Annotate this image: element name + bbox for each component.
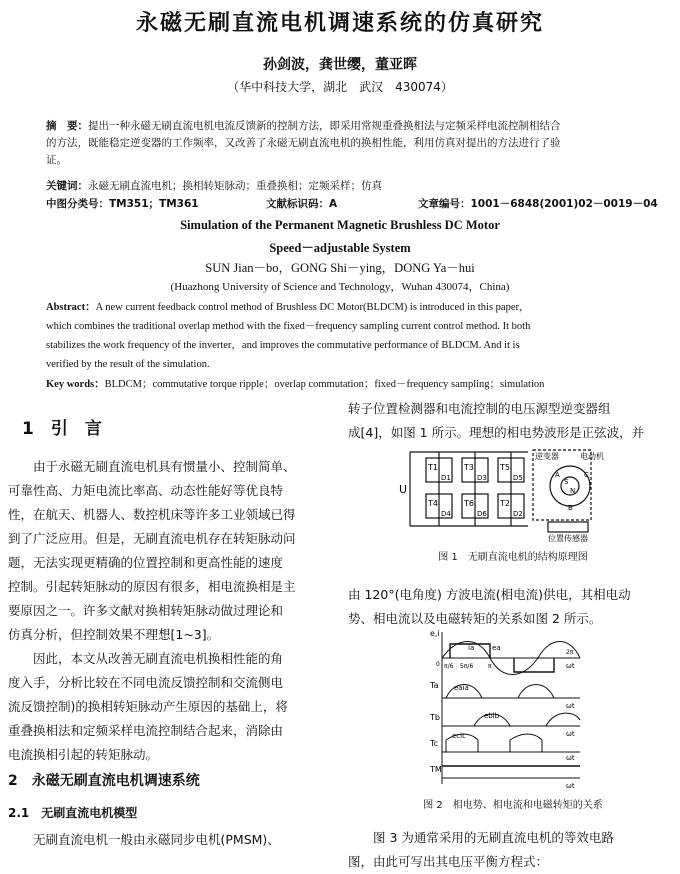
en-abstract-line: stabilizes the work frequency of the inverter，and improves the commutative performance of BLDCM. And it is — [46, 340, 520, 351]
en-title-line-2: Speed－adjustable System — [269, 241, 411, 255]
label-wt-1: ωt — [566, 662, 575, 670]
left-paragraph-2 — [8, 647, 330, 767]
label-t3: T3 — [464, 463, 474, 472]
label-wt-3: ωt — [566, 730, 575, 738]
text-line: 可靠性高、力矩电流比率高、动态性能好等优良特 — [8, 483, 284, 498]
text-line: 重叠换相法和定频采样电流控制结合起来，消除由 — [8, 723, 284, 738]
label-ia: ia — [468, 644, 475, 652]
label-d4: D4 — [441, 510, 451, 518]
paper-title: 永磁无刷直流电机调速系统的仿真研究 — [135, 11, 544, 36]
label-zero: 0 — [436, 661, 440, 668]
keywords-cn — [46, 178, 646, 195]
position-sensor-box — [548, 522, 588, 532]
label-ecic: ecic — [452, 732, 466, 740]
text-line: 转子位置检测器和电流控制的电压源型逆变器组 — [348, 401, 611, 416]
label-ebib: ebib — [484, 712, 500, 720]
article-number: 文章编号：1001－6848(2001)02－0019－04 — [418, 198, 658, 210]
text-line: 到了广泛应用。但是，无刷直流电机存在转矩脉动问 — [8, 531, 296, 546]
left-last-line: 无刷直流电机一般由永磁同步电机(PMSM)、 — [8, 832, 280, 847]
keywords-cn-text: 永磁无刷直流电机；换相转矩脉动；重叠换相；定频采样；仿真 — [88, 180, 382, 192]
en-keywords-label: Key words： — [46, 379, 105, 390]
text-line: 由于永磁无刷直流电机具有惯量小、控制简单、 — [8, 459, 296, 474]
label-t5: T5 — [500, 463, 510, 472]
label-tm: TM — [430, 765, 442, 774]
label-inverter: 逆变器 — [535, 452, 559, 461]
label-a: A — [555, 471, 560, 479]
text-line: 图，由此可写出其电压平衡方程式： — [348, 854, 549, 869]
label-motor: 电动机 — [580, 452, 604, 461]
label-d1: D1 — [441, 474, 451, 482]
figure-2-waveforms — [430, 628, 590, 790]
label-position-sensor: 位置传感器 — [548, 534, 588, 542]
text-line: 由 120°(电角度) 方波电流(相电流)供电，其相电动 — [348, 587, 631, 602]
label-wt-2: ωt — [566, 702, 575, 710]
left-paragraph-1 — [8, 455, 330, 647]
keywords-cn-label: 关键词： — [46, 180, 88, 192]
text-line: 仿真分析，但控制效果不理想[1~3]。 — [8, 627, 220, 642]
label-d5: D5 — [513, 474, 523, 482]
label-ta: Ta — [430, 681, 439, 690]
figure-1-caption: 图 1 无刷直流电机的结构原理图 — [438, 552, 588, 563]
en-abstract-line: which combines the traditional overlap method with the fixed－frequency sampling current control method. It both — [46, 321, 531, 332]
en-keywords — [46, 376, 646, 391]
label-tb: Tb — [430, 713, 440, 722]
tick-5pi-6: 5π/6 — [460, 663, 474, 670]
tick-2pi: 2π — [566, 649, 574, 656]
text-line: 流反馈控制)的换相转矩脉动产生原因的基础上，将 — [8, 699, 288, 714]
en-abstract — [46, 298, 646, 374]
document-code: 文献标识码：A — [266, 198, 338, 210]
abstract-cn — [46, 118, 646, 169]
label-t4: T4 — [428, 499, 438, 508]
abstract-cn-line: 提出一种永磁无刷直流电机电流反馈新的控制方法，即采用常规重叠换相法与定频采样电流控制相结合 — [88, 120, 561, 132]
en-title-line-1: Simulation of the Permanent Magnetic Brushless DC Motor — [180, 218, 500, 232]
label-n: N — [570, 487, 576, 495]
label-eaia: eaia — [454, 684, 469, 692]
text-line: 电流换相引起的转矩脉动。 — [8, 747, 159, 762]
label-t1: T1 — [428, 463, 438, 472]
text-line: 成[4]，如图 1 所示。理想的相电势波形是正弦波，并 — [348, 425, 645, 440]
en-abstract-line: A new current feedback control method of Brushless DC Motor(BLDCM) is introduced in this paper， — [95, 302, 530, 313]
abstract-cn-label: 摘 要： — [46, 120, 88, 132]
section-1-title: 1 引 言 — [22, 419, 102, 439]
classification-number: 中图分类号：TM351；TM361 — [46, 198, 199, 210]
en-keywords-text: BLDCM；commutative torque ripple；overlap commutation；fixed－frequency sampling；simulation — [104, 379, 545, 390]
en-abstract-label: Abstract： — [46, 302, 96, 313]
label-ea: ea — [492, 644, 501, 652]
text-line: 因此，本文从改善无刷直流电机换相性能的角 — [8, 651, 284, 666]
label-u: U — [399, 483, 408, 496]
right-bottom-paragraph — [348, 826, 678, 874]
label-d3: D3 — [477, 474, 487, 482]
text-line: 度入手，分析比较在不同电流反馈控制和交流侧电 — [8, 675, 284, 690]
label-tc: Tc — [430, 739, 438, 748]
text-line: 要原因之一。许多文献对换相转矩脉动做过理论和 — [8, 603, 284, 618]
figure-1-diagram — [398, 446, 634, 542]
tick-pi: π — [488, 663, 492, 670]
label-wt-5: ωt — [566, 782, 575, 790]
text-line: 势、相电流以及电磁转矩的关系如图 2 所示。 — [348, 611, 602, 626]
section-2-1-title: 2.1 无刷直流电机模型 — [8, 806, 138, 820]
paper-authors: 孙剑波，龚世缨，董亚晖 — [263, 57, 417, 73]
text-line: 图 3 为通常采用的无刷直流电机的等效电路 — [348, 830, 614, 845]
label-wt-4: ωt — [566, 754, 575, 762]
tick-pi-6: π/6 — [444, 663, 454, 670]
text-line: 题，无法实现更精确的位置控制和更高性能的速度 — [8, 555, 284, 570]
en-affiliation: (Huazhong University of Science and Technology，Wuhan 430074，China) — [170, 281, 510, 293]
right-top-paragraph — [348, 397, 678, 445]
abstract-cn-line: 的方法，既能稳定逆变器的工作频率，又改善了永磁无刷直流电机的换相性能，利用仿真对提出的方法进行了验 — [46, 137, 561, 149]
abstract-cn-line: 证。 — [46, 154, 67, 166]
label-t2: T2 — [500, 499, 510, 508]
label-b: B — [568, 504, 573, 512]
label-c: C — [584, 471, 589, 479]
section-2-title: 2 永磁无刷直流电机调速系统 — [8, 773, 200, 789]
label-s: S — [564, 478, 569, 486]
en-abstract-line: verified by the result of the simulation. — [46, 359, 210, 370]
right-middle-paragraph — [348, 583, 678, 631]
label-t6: T6 — [464, 499, 474, 508]
en-authors: SUN Jian－bo，GONG Shi－ying，DONG Ya－hui — [205, 261, 475, 275]
paper-affiliation: （华中科技大学，湖北 武汉 430074） — [227, 80, 453, 94]
label-d6: D6 — [477, 510, 487, 518]
label-ei: e,i — [430, 629, 440, 638]
label-d2: D2 — [513, 510, 523, 518]
figure-2-caption: 图 2 相电势、相电流和电磁转矩的关系 — [423, 800, 603, 811]
text-line: 性，在航天、机器人、数控机床等许多工业领域已得 — [8, 507, 296, 522]
text-line: 控制。引起转矩脉动的原因有很多，相电流换相是主 — [8, 579, 296, 594]
